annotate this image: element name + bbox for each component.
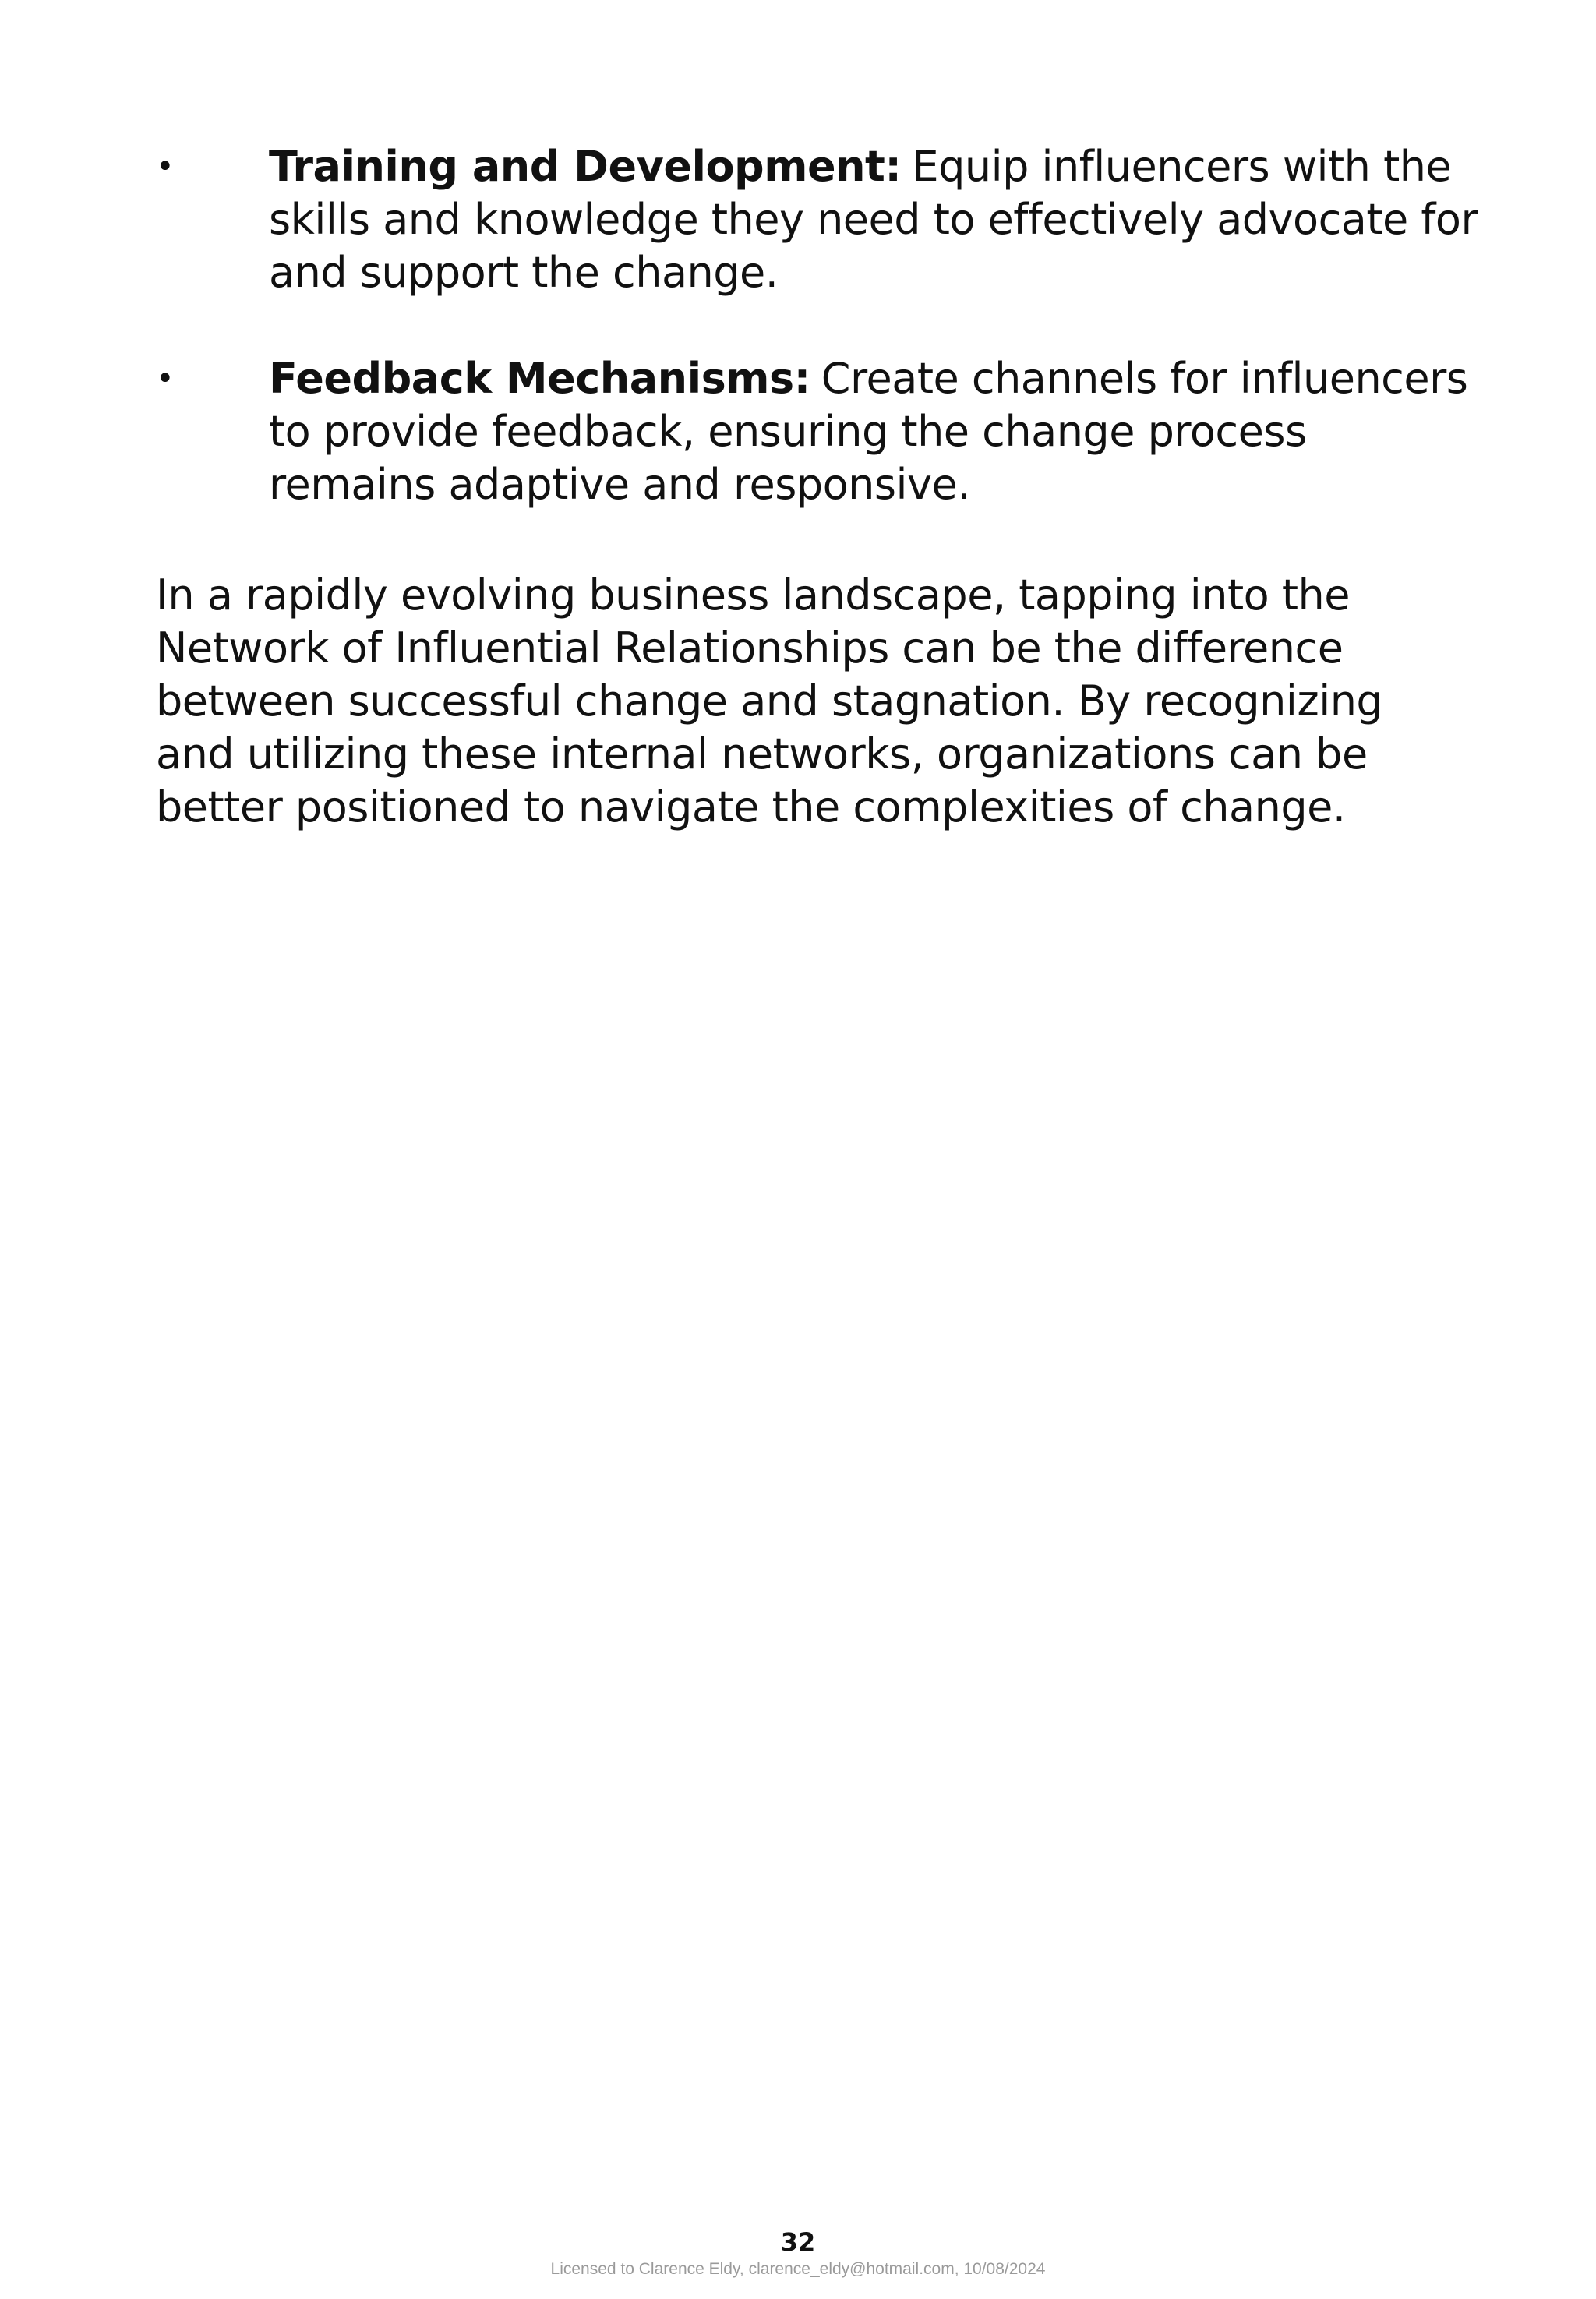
bullet-term: Training and Development: xyxy=(269,142,902,191)
closing-paragraph: In a rapidly evolving business landscape, tapping into the Network of Influential Relationships can be the difference between successful change and stagnation. By recognizing and utilizing these internal networks, organizations can be better positioned to navigate the complexities of change. xyxy=(156,570,1383,832)
bullet-item-training xyxy=(156,140,1481,299)
page-number: 32 xyxy=(780,2227,816,2257)
bullet-text: Create channels for influencers to provide feedback, ensuring the change process remains adaptive and responsive. xyxy=(269,354,1468,509)
bullet-text: Equip influencers with the skills and knowledge they need to effectively advocate for and support the change. xyxy=(269,142,1478,297)
bullet-list xyxy=(156,140,1481,564)
bullet-term: Feedback Mechanisms: xyxy=(269,354,810,403)
bullet-marker: • xyxy=(156,361,175,397)
license-footer: Licensed to Clarence Eldy, clarence_eldy@hotmail.com, 10/08/2024 xyxy=(550,2260,1046,2278)
bullet-marker: • xyxy=(156,149,175,185)
bullet-item-feedback xyxy=(156,352,1481,511)
